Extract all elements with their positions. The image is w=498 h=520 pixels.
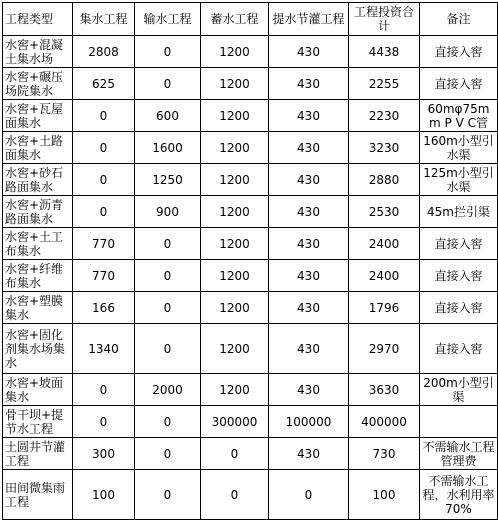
- conveyance-cell: 0: [135, 406, 201, 438]
- table-row: [3, 260, 498, 292]
- remarks-cell: 直接入窖: [420, 36, 498, 68]
- remarks-cell: 直接入窖: [420, 68, 498, 100]
- header-total-investment: 工程投资合计: [349, 3, 420, 36]
- table-row: [3, 68, 498, 100]
- storage-cell: 1200: [201, 196, 269, 228]
- conveyance-cell: 0: [135, 438, 201, 470]
- conveyance-cell: 0: [135, 324, 201, 374]
- project-type-cell: 水窖+塑膜集水: [3, 292, 73, 324]
- project-type-cell: 水窖+固化剂集水场集水: [3, 324, 73, 374]
- table-row: [3, 470, 498, 520]
- storage-cell: 1200: [201, 324, 269, 374]
- project-type-cell: 水窖+纤维布集水: [3, 260, 73, 292]
- conveyance-cell: 0: [135, 260, 201, 292]
- storage-cell: 1200: [201, 228, 269, 260]
- project-type-cell: 水窖+土工布集水: [3, 228, 73, 260]
- project-type-cell: 水窖+砂石路面集水: [3, 164, 73, 196]
- header-collection: 集水工程: [73, 3, 135, 36]
- pumping-cell: 430: [269, 228, 349, 260]
- project-type-cell: 田间微集雨工程: [3, 470, 73, 520]
- total-cell: 2400: [349, 260, 420, 292]
- conveyance-cell: 0: [135, 470, 201, 520]
- conveyance-cell: 1600: [135, 132, 201, 164]
- pumping-cell: 430: [269, 36, 349, 68]
- table-row: [3, 196, 498, 228]
- storage-cell: 1200: [201, 68, 269, 100]
- table-row: [3, 36, 498, 68]
- collection-cell: 0: [73, 164, 135, 196]
- remarks-cell: 直接入窖: [420, 292, 498, 324]
- investment-table: [2, 2, 498, 520]
- project-type-cell: 水窖+坡面集水: [3, 374, 73, 406]
- collection-cell: 166: [73, 292, 135, 324]
- remarks-cell: 125m小型引水渠: [420, 164, 498, 196]
- remarks-cell: 不需输水工程，水利用率70%: [420, 470, 498, 520]
- collection-cell: 0: [73, 100, 135, 132]
- project-type-cell: 水窖+瓦屋面集水: [3, 100, 73, 132]
- conveyance-cell: 0: [135, 292, 201, 324]
- table-row: [3, 406, 498, 438]
- total-cell: 730: [349, 438, 420, 470]
- storage-cell: 0: [201, 470, 269, 520]
- pumping-cell: 430: [269, 132, 349, 164]
- storage-cell: 1200: [201, 132, 269, 164]
- storage-cell: 1200: [201, 36, 269, 68]
- table-row: [3, 292, 498, 324]
- project-type-cell: 骨干坝+提节水工程: [3, 406, 73, 438]
- total-cell: 400000: [349, 406, 420, 438]
- conveyance-cell: 2000: [135, 374, 201, 406]
- collection-cell: 770: [73, 260, 135, 292]
- storage-cell: 1200: [201, 100, 269, 132]
- collection-cell: 100: [73, 470, 135, 520]
- header-storage: 蓄水工程: [201, 3, 269, 36]
- remarks-cell: 200m小型引渠: [420, 374, 498, 406]
- pumping-cell: 430: [269, 196, 349, 228]
- header-row: [3, 3, 498, 36]
- collection-cell: 0: [73, 406, 135, 438]
- total-cell: 1796: [349, 292, 420, 324]
- remarks-cell: 60mφ75mm P V C管: [420, 100, 498, 132]
- storage-cell: 1200: [201, 164, 269, 196]
- table-row: [3, 164, 498, 196]
- storage-cell: 0: [201, 438, 269, 470]
- table-row: [3, 374, 498, 406]
- table-row: [3, 132, 498, 164]
- project-type-cell: 水窖+混凝土集水场: [3, 36, 73, 68]
- table-row: [3, 228, 498, 260]
- pumping-cell: 430: [269, 324, 349, 374]
- total-cell: 2230: [349, 100, 420, 132]
- project-type-cell: 水窖+碾压场院集水: [3, 68, 73, 100]
- total-cell: 3230: [349, 132, 420, 164]
- total-cell: 2255: [349, 68, 420, 100]
- storage-cell: 300000: [201, 406, 269, 438]
- collection-cell: 770: [73, 228, 135, 260]
- pumping-cell: 430: [269, 100, 349, 132]
- table-row: [3, 324, 498, 374]
- collection-cell: 1340: [73, 324, 135, 374]
- remarks-cell: 45m拦引渠: [420, 196, 498, 228]
- pumping-cell: 430: [269, 164, 349, 196]
- header-pumping-irrigation: 提水节灌工程: [269, 3, 349, 36]
- total-cell: 2400: [349, 228, 420, 260]
- table-row: [3, 100, 498, 132]
- total-cell: 2880: [349, 164, 420, 196]
- remarks-cell: [420, 406, 498, 438]
- pumping-cell: 430: [269, 374, 349, 406]
- total-cell: 4438: [349, 36, 420, 68]
- total-cell: 2970: [349, 324, 420, 374]
- conveyance-cell: 0: [135, 228, 201, 260]
- total-cell: 3630: [349, 374, 420, 406]
- storage-cell: 1200: [201, 374, 269, 406]
- collection-cell: 0: [73, 132, 135, 164]
- collection-cell: 0: [73, 196, 135, 228]
- pumping-cell: 430: [269, 260, 349, 292]
- project-type-cell: 土圆井节灌工程: [3, 438, 73, 470]
- header-project-type: 工程类型: [3, 3, 73, 36]
- table-row: [3, 438, 498, 470]
- pumping-cell: 100000: [269, 406, 349, 438]
- conveyance-cell: 0: [135, 36, 201, 68]
- project-type-cell: 水窖+土路面集水: [3, 132, 73, 164]
- pumping-cell: 0: [269, 470, 349, 520]
- conveyance-cell: 600: [135, 100, 201, 132]
- header-conveyance: 输水工程: [135, 3, 201, 36]
- remarks-cell: 直接入窖: [420, 324, 498, 374]
- project-type-cell: 水窖+沥青路面集水: [3, 196, 73, 228]
- total-cell: 2530: [349, 196, 420, 228]
- conveyance-cell: 0: [135, 68, 201, 100]
- total-cell: 100: [349, 470, 420, 520]
- remarks-cell: 直接入窖: [420, 260, 498, 292]
- pumping-cell: 430: [269, 68, 349, 100]
- collection-cell: 625: [73, 68, 135, 100]
- collection-cell: 2808: [73, 36, 135, 68]
- collection-cell: 300: [73, 438, 135, 470]
- collection-cell: 0: [73, 374, 135, 406]
- pumping-cell: 430: [269, 292, 349, 324]
- conveyance-cell: 900: [135, 196, 201, 228]
- remarks-cell: 160m小型引水渠: [420, 132, 498, 164]
- conveyance-cell: 1250: [135, 164, 201, 196]
- remarks-cell: 直接入窖: [420, 228, 498, 260]
- pumping-cell: 430: [269, 438, 349, 470]
- storage-cell: 1200: [201, 260, 269, 292]
- header-remarks: 备注: [420, 3, 498, 36]
- remarks-cell: 不需输水工程管理费: [420, 438, 498, 470]
- storage-cell: 1200: [201, 292, 269, 324]
